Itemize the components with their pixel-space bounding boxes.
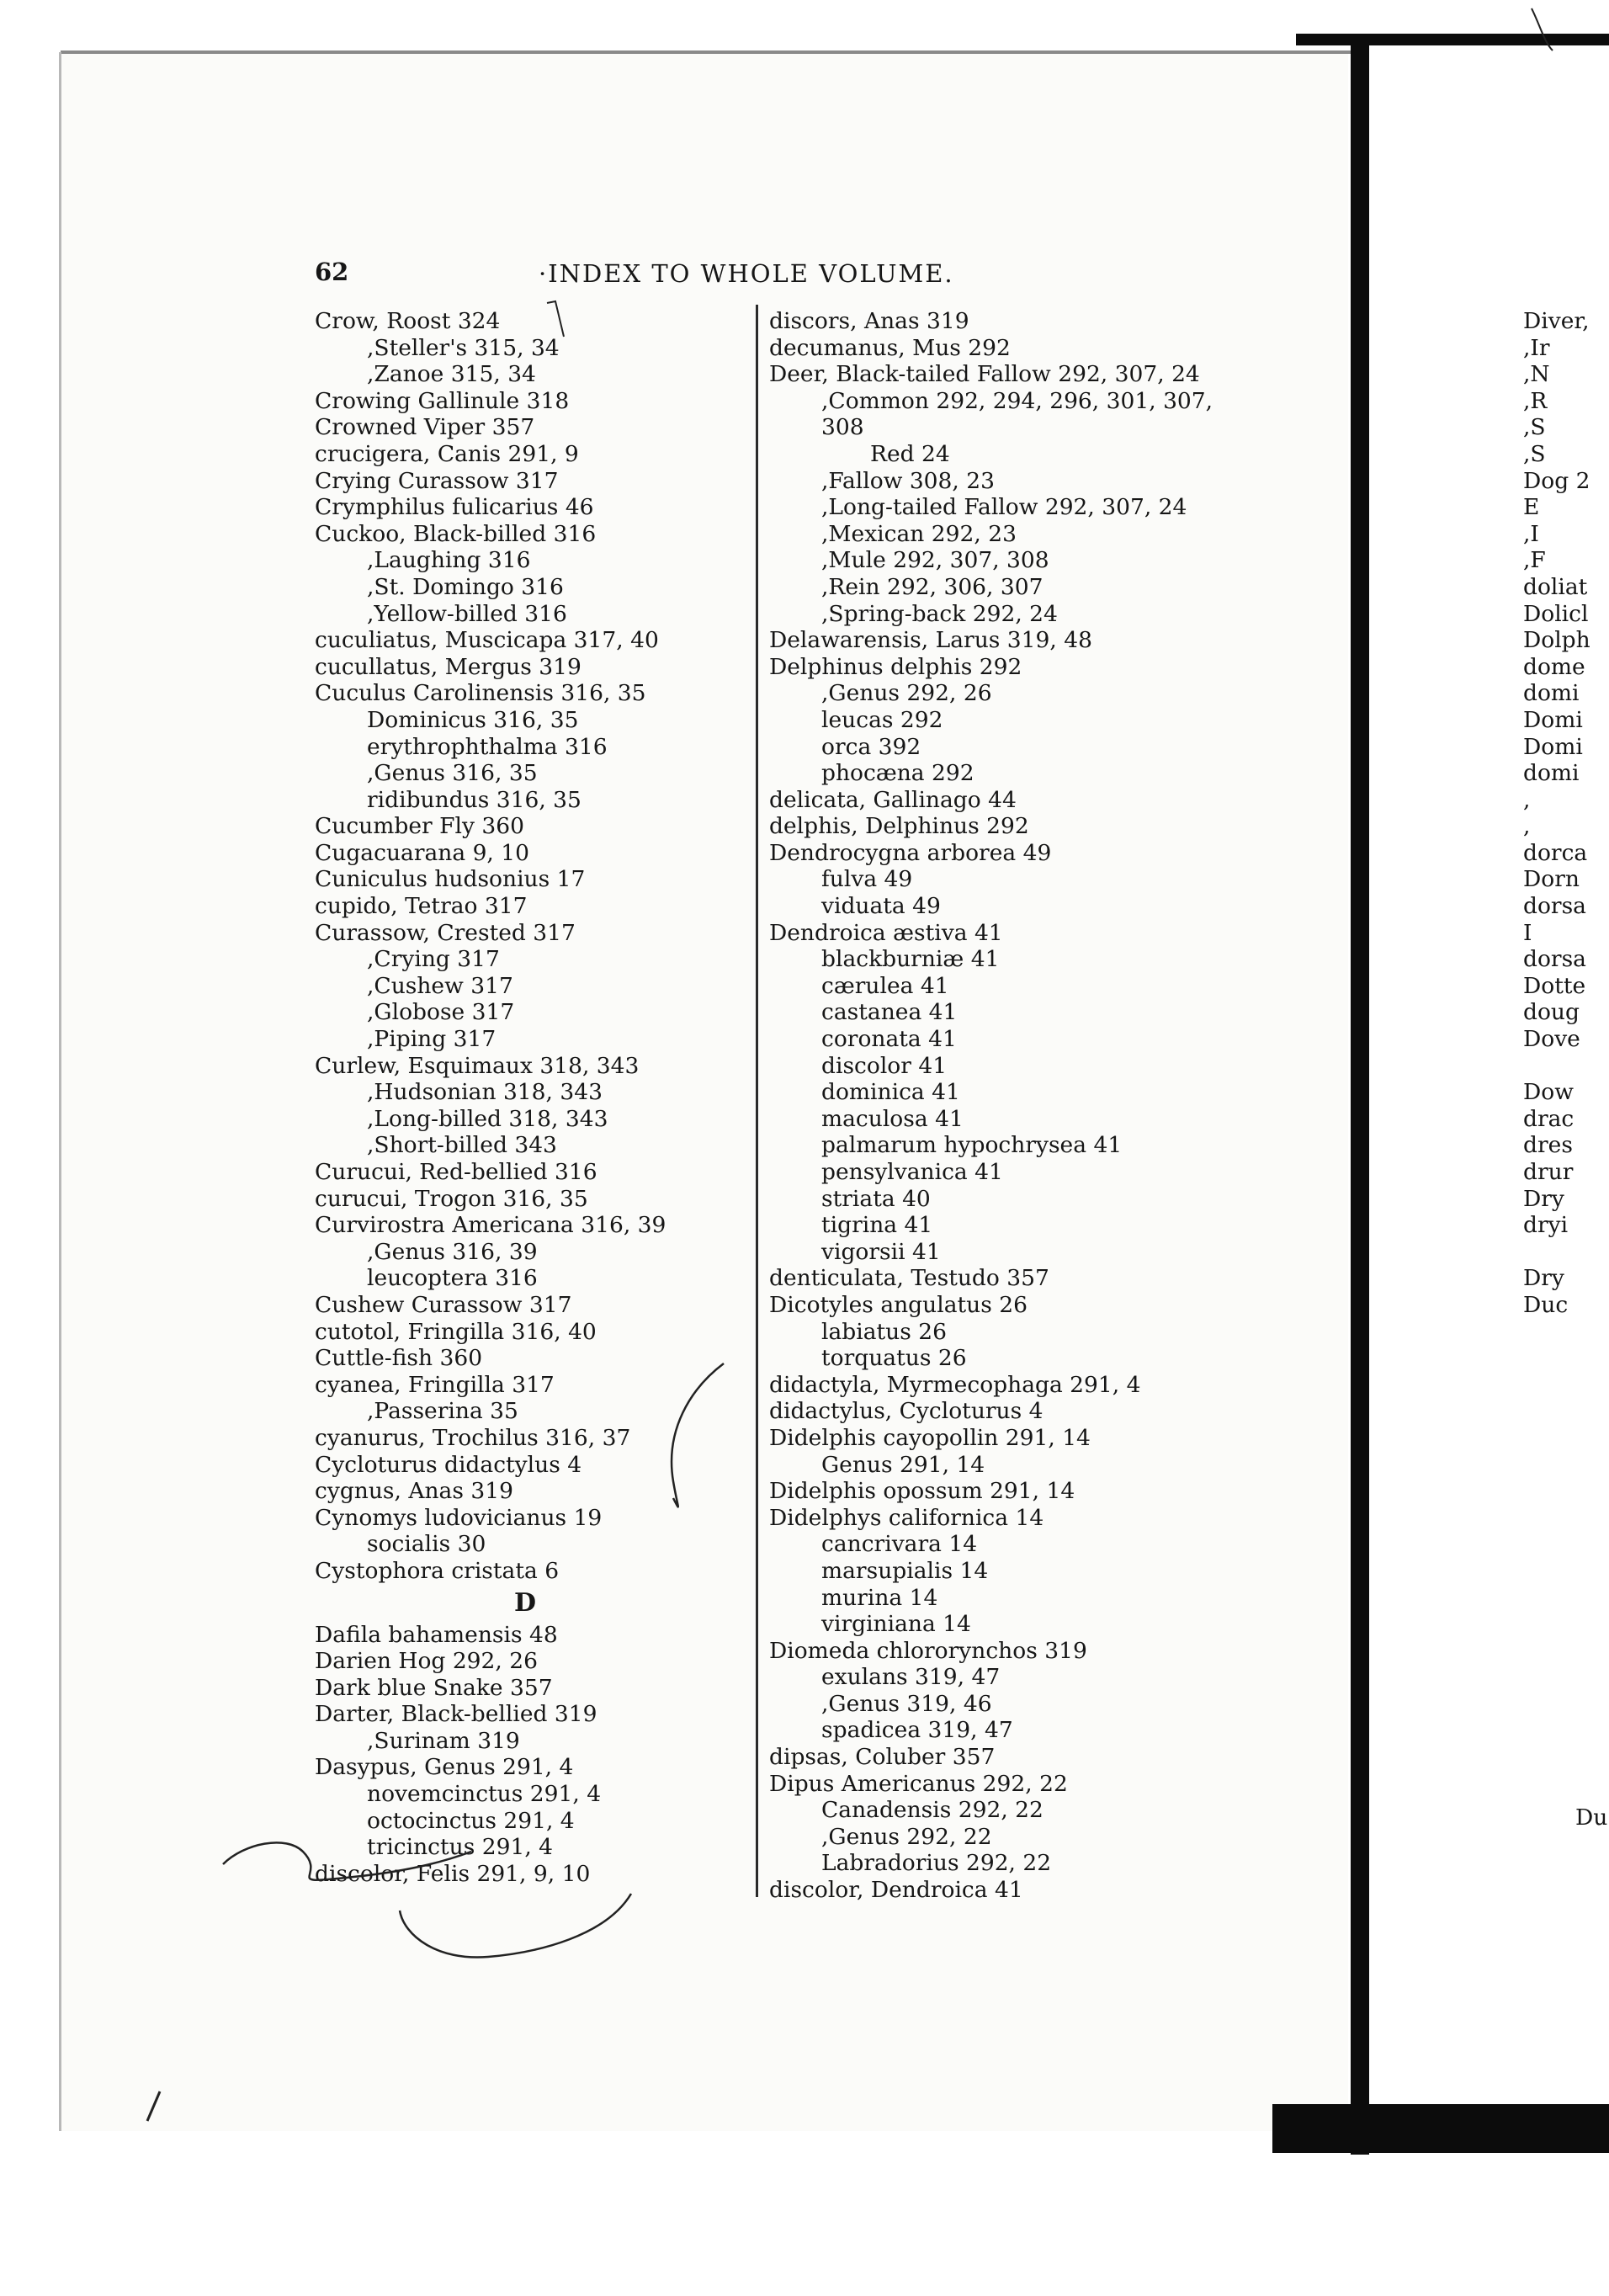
facing-page-entry: Dow [1523, 1079, 1574, 1106]
index-entry: erythrophthalma 316 [367, 733, 608, 760]
index-entry: ,St. Domingo 316 [367, 573, 564, 600]
index-entry: 308 [821, 414, 864, 441]
index-entry: ,Laughing 316 [367, 547, 531, 574]
facing-page-entry: Dog 2 [1523, 467, 1590, 494]
index-entry: Dafila bahamensis 48 [315, 1621, 558, 1648]
index-entry: Cuniculus hudsonius 17 [315, 866, 586, 893]
index-entry: ,Steller's 315, 34 [367, 334, 560, 361]
index-entry: torquatus 26 [821, 1345, 967, 1372]
facing-page-bottom-entry: Du [1575, 1804, 1608, 1831]
index-entry: decumanus, Mus 292 [769, 334, 1011, 361]
facing-page-entry: domi [1523, 680, 1580, 707]
facing-page-entry: Dolph [1523, 627, 1590, 654]
index-entry: Labradorius 292, 22 [821, 1850, 1052, 1877]
index-entry: ,Genus 292, 22 [821, 1823, 992, 1850]
index-entry: Deer, Black-tailed Fallow 292, 307, 24 [769, 361, 1200, 388]
index-entry: ,Mule 292, 307, 308 [821, 547, 1049, 574]
index-entry: ,Mexican 292, 23 [821, 520, 1017, 547]
facing-page-entry: doug [1523, 999, 1580, 1026]
facing-page-entry: Dry [1523, 1265, 1564, 1292]
index-entry: discolor, Dendroica 41 [769, 1877, 1023, 1904]
index-entry: Dicotyles angulatus 26 [769, 1291, 1028, 1318]
facing-page-entry: I [1523, 919, 1532, 946]
facing-page-entry: ,I [1523, 520, 1539, 547]
facing-page-entry: Dove [1523, 1026, 1580, 1053]
facing-page-entry: , [1523, 786, 1531, 813]
index-entry: exulans 319, 47 [821, 1664, 1001, 1691]
index-entry: Cynomys ludovicianus 19 [315, 1504, 603, 1531]
index-entry: Cycloturus didactylus 4 [315, 1451, 582, 1478]
index-entry: crucigera, Canis 291, 9 [315, 440, 579, 467]
index-entry: tricinctus 291, 4 [367, 1834, 554, 1861]
index-entry: socialis 30 [367, 1531, 486, 1558]
index-entry: ,Genus 292, 26 [821, 680, 992, 707]
index-entry: octocinctus 291, 4 [367, 1807, 575, 1834]
index-entry: maculosa 41 [821, 1105, 964, 1132]
index-entry: ,Long-billed 318, 343 [367, 1105, 608, 1132]
facing-page-entry: ,F [1523, 547, 1546, 574]
facing-page-entry: ,S [1523, 440, 1546, 467]
index-entry: Genus 291, 14 [821, 1451, 985, 1478]
index-entry: ,Crying 317 [367, 946, 500, 973]
index-entry: discolor, Felis 291, 9, 10 [315, 1860, 591, 1887]
index-entry: ,Zanoe 315, 34 [367, 361, 536, 388]
facing-page-entry: Dolicl [1523, 600, 1589, 627]
index-entry: murina 14 [821, 1584, 938, 1611]
index-entry: Didelphis cayopollin 291, 14 [769, 1424, 1091, 1451]
index-entry: Crymphilus fulicarius 46 [315, 494, 594, 521]
index-entry: Delawarensis, Larus 319, 48 [769, 627, 1092, 654]
index-entry: denticulata, Testudo 357 [769, 1265, 1049, 1292]
index-entry: cancrivara 14 [821, 1531, 978, 1558]
index-entry: Crowned Viper 357 [315, 414, 535, 441]
index-entry: cutotol, Fringilla 316, 40 [315, 1318, 597, 1345]
index-entry: discolor 41 [821, 1052, 948, 1079]
index-entry: ,Surinam 319 [367, 1727, 520, 1754]
index-entry: Dominicus 316, 35 [367, 706, 579, 733]
index-entry: spadicea 319, 47 [821, 1717, 1013, 1744]
index-entry: Dasypus, Genus 291, 4 [315, 1754, 574, 1781]
scribble-curve [400, 1894, 631, 1958]
facing-page-entry: dryi [1523, 1212, 1569, 1239]
facing-page-entry: dorca [1523, 839, 1588, 866]
scribble-bracket [672, 1363, 724, 1507]
index-entry: palmarum hypochrysea 41 [821, 1132, 1123, 1159]
index-entry: viduata 49 [821, 893, 941, 920]
index-entry: ,Common 292, 294, 296, 301, 307, [821, 387, 1213, 414]
index-entry: ,Genus 319, 46 [821, 1690, 992, 1717]
index-entry: ,Cushew 317 [367, 972, 513, 999]
index-entry: Delphinus delphis 292 [769, 653, 1022, 680]
facing-page-entry: , [1523, 813, 1531, 840]
facing-page-entry: ,S [1523, 414, 1546, 441]
index-entry: discors, Anas 319 [769, 308, 969, 334]
index-entry: novemcinctus 291, 4 [367, 1781, 602, 1808]
index-entry: ,Genus 316, 39 [367, 1238, 538, 1265]
index-entry: Dendroica æstiva 41 [769, 919, 1003, 946]
index-entry: Diomeda chlororynchos 319 [769, 1637, 1087, 1664]
index-entry: Cugacuarana 9, 10 [315, 839, 529, 866]
index-entry: castanea 41 [821, 999, 958, 1026]
facing-page-entry: Dotte [1523, 972, 1586, 999]
index-entry: ,Fallow 308, 23 [821, 467, 995, 494]
index-entry: orca 392 [821, 733, 921, 760]
index-entry: cyanea, Fringilla 317 [315, 1371, 555, 1398]
index-entry: Dark blue Snake 357 [315, 1674, 553, 1701]
facing-page-entry: E [1523, 494, 1540, 521]
facing-page-entry: dorsa [1523, 946, 1586, 973]
scribble-top-right [1532, 8, 1553, 50]
index-entry: tigrina 41 [821, 1212, 933, 1239]
index-entry: coronata 41 [821, 1026, 957, 1053]
index-entry: ,Passerina 35 [367, 1398, 518, 1425]
index-entry: leucas 292 [821, 706, 943, 733]
index-entry: cucullatus, Mergus 319 [315, 653, 581, 680]
index-entry: marsupialis 14 [821, 1557, 989, 1584]
index-entry: Dipus Americanus 292, 22 [769, 1770, 1068, 1797]
index-entry: labiatus 26 [821, 1318, 947, 1345]
index-entry: ,Hudsonian 318, 343 [367, 1079, 603, 1106]
index-entry: Crow, Roost 324 [315, 308, 501, 334]
index-entry: dominica 41 [821, 1079, 960, 1106]
scribble-tick [147, 2091, 160, 2121]
index-entry: ,Piping 317 [367, 1026, 497, 1053]
facing-page-entry: ,N [1523, 361, 1550, 388]
index-entry: Didelphis opossum 291, 14 [769, 1478, 1075, 1505]
index-entry: ,Long-tailed Fallow 292, 307, 24 [821, 494, 1187, 521]
facing-page-entry: dres [1523, 1132, 1573, 1159]
index-entry: cupido, Tetrao 317 [315, 893, 528, 920]
index-entry: curucui, Trogon 316, 35 [315, 1185, 588, 1212]
index-entry: Cystophora cristata 6 [315, 1557, 560, 1584]
index-entry: ,Genus 316, 35 [367, 760, 538, 787]
facing-page-entry: dorsa [1523, 893, 1586, 920]
index-entry: ,Rein 292, 306, 307 [821, 573, 1043, 600]
index-entry: ridibundus 316, 35 [367, 786, 581, 813]
section-letter-d: D [513, 1587, 536, 1618]
index-entry: Cuculus Carolinensis 316, 35 [315, 680, 646, 707]
facing-page-entry: Diver, [1523, 308, 1590, 334]
facing-page-entry: Duc [1523, 1291, 1569, 1318]
facing-page-entry: doliat [1523, 573, 1588, 600]
index-entry: Crying Curassow 317 [315, 467, 559, 494]
page-title: ·INDEX TO WHOLE VOLUME. [539, 259, 954, 288]
index-entry: Curlew, Esquimaux 318, 343 [315, 1052, 640, 1079]
index-entry: virginiana 14 [821, 1611, 971, 1638]
facing-page-entry: drac [1523, 1105, 1574, 1132]
index-entry: ,Yellow-billed 316 [367, 600, 567, 627]
index-entry: pensylvanica 41 [821, 1159, 1003, 1185]
facing-page-entry: drur [1523, 1159, 1574, 1185]
index-entry: Cushew Curassow 317 [315, 1291, 572, 1318]
index-entry: Curucui, Red-bellied 316 [315, 1159, 597, 1185]
index-entry: phocæna 292 [821, 760, 974, 787]
index-entry: striata 40 [821, 1185, 931, 1212]
index-entry: ,Short-billed 343 [367, 1132, 557, 1159]
index-entry: blackburniæ 41 [821, 946, 1000, 973]
index-entry: delphis, Delphinus 292 [769, 813, 1029, 840]
index-entry: ,Spring-back 292, 24 [821, 600, 1058, 627]
index-entry: Cuttle-fish 360 [315, 1345, 483, 1372]
index-entry: Darien Hog 292, 26 [315, 1648, 538, 1675]
index-entry: Curvirostra Americana 316, 39 [315, 1212, 666, 1239]
index-entry: cærulea 41 [821, 972, 949, 999]
facing-page-entry: domi [1523, 760, 1580, 787]
index-entry: cygnus, Anas 319 [315, 1478, 513, 1505]
scribble-loop [223, 1842, 471, 1879]
index-entry: Dendrocygna arborea 49 [769, 839, 1052, 866]
index-entry: leucoptera 316 [367, 1265, 538, 1292]
facing-page-entry: ,R [1523, 387, 1548, 414]
index-entry: Didelphys californica 14 [769, 1504, 1044, 1531]
facing-page-entry: Dorn [1523, 866, 1580, 893]
facing-page-entry: ,Ir [1523, 334, 1550, 361]
index-entry: Cuckoo, Black-billed 316 [315, 520, 597, 547]
page-number: 62 [315, 258, 349, 286]
index-entry: vigorsii 41 [821, 1238, 941, 1265]
index-entry: Curassow, Crested 317 [315, 919, 576, 946]
index-entry: Canadensis 292, 22 [821, 1797, 1043, 1824]
scribble-line-left [547, 301, 564, 337]
index-entry: cuculiatus, Muscicapa 317, 40 [315, 627, 659, 654]
index-entry: ,Globose 317 [367, 999, 515, 1026]
index-entry: delicata, Gallinago 44 [769, 786, 1017, 813]
index-entry: Red 24 [870, 440, 950, 467]
facing-page-entry: Dry [1523, 1185, 1564, 1212]
index-entry: Cucumber Fly 360 [315, 813, 524, 840]
index-entry: didactyla, Myrmecophaga 291, 4 [769, 1371, 1141, 1398]
index-entry: Crowing Gallinule 318 [315, 387, 570, 414]
index-entry: dipsas, Coluber 357 [769, 1744, 996, 1771]
facing-page-entry: dome [1523, 653, 1585, 680]
facing-page-entry: Domi [1523, 706, 1583, 733]
index-entry: cyanurus, Trochilus 316, 37 [315, 1424, 631, 1451]
index-entry: fulva 49 [821, 866, 913, 893]
facing-page-entry: Domi [1523, 733, 1583, 760]
index-entry: didactylus, Cycloturus 4 [769, 1398, 1043, 1425]
index-entry: Darter, Black-bellied 319 [315, 1701, 597, 1728]
